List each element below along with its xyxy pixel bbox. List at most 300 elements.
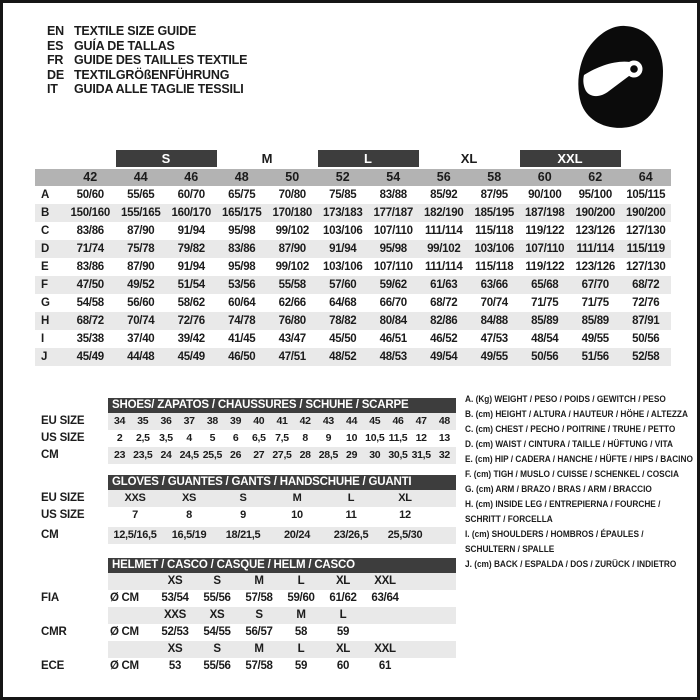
measurement-cell: 60/64 (228, 297, 256, 309)
gloves-row-eu (108, 490, 456, 507)
helmet-size-cell: XXL (374, 575, 396, 587)
measurement-cell: 123/126 (575, 225, 615, 237)
column-header-spacer (35, 169, 65, 186)
gloves-row-cm-cell: 16,5/19 (171, 529, 207, 541)
shoes-row-eu-cell: 34 (114, 415, 126, 427)
measurement-cell: 48/53 (379, 351, 407, 363)
measurement-cell: 75/78 (127, 243, 155, 255)
helmet-size-spacer (108, 573, 154, 590)
measurement-cell: 67/70 (581, 279, 609, 291)
helmet-size-cell: L (297, 575, 305, 587)
measurement-cell: 105/115 (626, 189, 666, 201)
measurement-row (35, 186, 671, 204)
helmet-value-cell: 52/53 (161, 626, 189, 638)
helmet-value-cell: 53/54 (161, 592, 189, 604)
legend-line: SCHULTERN / SPALLE (465, 544, 555, 554)
measurement-cell: 85/89 (531, 315, 559, 327)
racing-helmet-icon (573, 23, 665, 129)
measurement-row-label: H (41, 315, 50, 327)
size-column-header: 58 (487, 170, 502, 184)
measurement-cell: 115/118 (475, 261, 514, 273)
shoes-eu-size-label: EU SIZE (41, 415, 85, 427)
textile-size-bands (65, 150, 671, 167)
shoes-row-us-cell: 12 (415, 432, 427, 444)
measurement-cell: 65/68 (531, 279, 559, 291)
legend-line: C. (cm) CHEST / PECHO / POITRINE / TRUHE / PETTO (465, 424, 676, 434)
measurement-cell: 68/72 (632, 279, 660, 291)
helmet-value-cell: 55/56 (203, 592, 231, 604)
measurement-row-label: E (41, 261, 49, 273)
shoes-row-us-cell: 10 (346, 432, 358, 444)
measurement-cell: 160/170 (171, 207, 211, 219)
measurement-cell: 71/75 (531, 297, 559, 309)
measurement-cell: 111/114 (424, 225, 463, 237)
textile-table-body (35, 186, 671, 366)
gloves-row-us (108, 507, 456, 524)
language-row (47, 53, 247, 68)
helmet-size-cell: M (254, 575, 264, 587)
gloves-row-us-cell: 12 (399, 509, 411, 521)
measurement-cell: 80/84 (379, 315, 407, 327)
measurement-cell: 95/98 (228, 225, 256, 237)
measurement-cell: 52/58 (632, 351, 660, 363)
helmet-size-cell: L (297, 643, 305, 655)
language-code: IT (47, 82, 58, 96)
measurement-cell: 56/60 (127, 297, 155, 309)
measurement-cell: 190/200 (626, 207, 666, 219)
helmet-size-cell: XL (335, 643, 351, 655)
gloves-table (108, 475, 456, 544)
helmet-value-cell: 59 (294, 660, 308, 672)
size-band-m: M (261, 151, 273, 166)
measurement-cell: 123/126 (575, 261, 615, 273)
shoes-cm-label: CM (41, 449, 59, 461)
helmet-table (108, 558, 456, 675)
measurement-cell: 185/195 (474, 207, 514, 219)
gloves-row-us-cell: 11 (345, 509, 357, 521)
measurement-cell: 182/190 (424, 207, 464, 219)
shoes-row-eu-cell: 41 (276, 415, 288, 427)
measurement-row-label: J (41, 351, 48, 363)
shoes-row-eu-cell: 42 (299, 415, 311, 427)
size-column-header: 62 (588, 170, 603, 184)
measurement-row (35, 276, 671, 294)
helmet-size-cell: XS (167, 575, 183, 587)
legend-line: A. (Kg) WEIGHT / PESO / POIDS / GEWITCH / PESO (465, 394, 666, 404)
gloves-cm-label: CM (41, 529, 59, 541)
shoes-row-eu-cell: 43 (322, 415, 334, 427)
measurement-cell: 54/58 (76, 297, 104, 309)
helmet-values-fia (108, 590, 456, 607)
language-label: TEXTILGRÖßENFÜHRUNG (74, 67, 230, 82)
measurement-cell: 72/76 (177, 315, 205, 327)
gloves-us-size-label: US SIZE (41, 509, 85, 521)
measurement-cell: 46/51 (379, 333, 407, 345)
shoes-row-us-cell: 6 (232, 432, 239, 444)
shoes-row-cm-cell: 28 (299, 449, 311, 461)
measurement-row (35, 258, 671, 276)
measurement-cell: 70/74 (127, 315, 155, 327)
legend-line: H. (cm) INSIDE LEG / ENTREPIERNA / FOURCHE / (465, 499, 661, 509)
measurement-cell: 49/54 (430, 351, 458, 363)
helmet-size-cell: L (339, 609, 347, 621)
shoes-row-cm-cell: 30 (369, 449, 381, 461)
helmet-standard-cmr-label: CMR (41, 626, 67, 638)
shoes-row-us-cell: 9 (325, 432, 332, 444)
shoes-row-cm-cell: 28,5 (318, 449, 339, 461)
measurement-row (35, 330, 671, 348)
measurement-cell: 45/49 (177, 351, 205, 363)
language-code: ES (47, 38, 64, 53)
shoes-row-cm-cell: 29 (346, 449, 358, 461)
measurement-cell: 60/70 (177, 189, 205, 201)
measurement-cell: 87/90 (127, 225, 155, 237)
measurement-cell: 87/91 (632, 315, 660, 327)
shoes-row-us-cell: 10,5 (365, 432, 385, 444)
size-column-header: 48 (234, 170, 249, 184)
shoes-row-cm-cell: 27,5 (272, 449, 292, 461)
language-row (47, 68, 247, 83)
gloves-table-title: GLOVES / GUANTES / GANTS / HANDSCHUHE / GUANTI (108, 475, 456, 490)
measurement-cell: 47/53 (480, 333, 508, 345)
gloves-row-us-cell: 10 (291, 509, 303, 521)
textile-size-columns (35, 169, 671, 186)
measurement-cell: 107/110 (373, 261, 413, 273)
gloves-row-eu-cell: M (292, 492, 302, 504)
helmet-values-ece (108, 658, 456, 675)
measurement-row (35, 204, 671, 222)
language-code: FR (47, 53, 64, 67)
measurement-cell: 84/88 (480, 315, 508, 327)
language-label: TEXTILE SIZE GUIDE (74, 24, 197, 38)
measurement-cell: 83/88 (379, 189, 407, 201)
measurement-cell: 99/102 (275, 261, 309, 273)
measurement-row (35, 294, 671, 312)
measurement-cell: 61/63 (430, 279, 458, 291)
measurement-cell: 47/50 (76, 279, 104, 291)
shoes-row-cm (108, 447, 456, 464)
language-code: EN (47, 24, 64, 38)
helmet-size-cell: S (213, 643, 221, 655)
helmet-value-cell: 58 (294, 626, 308, 638)
shoes-row-cm-cell: 27 (253, 449, 265, 461)
helmet-value-cell (364, 624, 406, 641)
measurement-row (35, 348, 671, 366)
measurement-row-label: B (41, 207, 50, 219)
measurement-cell: 51/56 (581, 351, 609, 363)
measurement-cell: 87/90 (127, 261, 155, 273)
measurement-cell: 49/52 (127, 279, 155, 291)
measurement-cell: 165/175 (222, 207, 262, 219)
size-band-s: S (116, 150, 217, 167)
measurement-cell: 103/106 (323, 225, 363, 237)
measurement-row-label: G (41, 297, 50, 309)
measurement-cell: 51/54 (177, 279, 205, 291)
size-band-l: L (318, 150, 419, 167)
measurement-cell: 85/92 (430, 189, 458, 201)
helmet-value-cell: 59/60 (287, 592, 315, 604)
measurement-cell: 115/119 (626, 243, 665, 255)
measurement-cell: 173/183 (323, 207, 363, 219)
shoes-row-us-cell: 2,5 (135, 432, 150, 444)
measurement-cell: 83/86 (76, 225, 104, 237)
helmet-standard-fia-label: FIA (41, 592, 59, 604)
measurement-cell: 55/65 (127, 189, 155, 201)
gloves-row-cm-cell: 23/26,5 (333, 529, 369, 541)
helmet-value-cell: 54/55 (203, 626, 231, 638)
helmet-size-cell: XS (209, 609, 225, 621)
measurement-cell: 45/49 (76, 351, 104, 363)
language-row (47, 24, 247, 39)
measurement-cell: 49/55 (480, 351, 508, 363)
measurement-cell: 91/94 (177, 261, 205, 273)
measurement-cell: 99/102 (275, 225, 309, 237)
shoes-row-us-cell: 2 (116, 432, 123, 444)
measurement-row-label: C (41, 225, 50, 237)
shoes-row-eu-cell: 44 (346, 415, 358, 427)
gloves-row-eu-cell: XL (398, 492, 412, 504)
measurement-cell: 107/110 (373, 225, 413, 237)
shoes-row-us-cell: 5 (209, 432, 216, 444)
legend-line: F. (cm) TIGH / MUSLO / CUISSE / SCHENKEL / COSCIA (465, 469, 679, 479)
helmet-sizes-fia (108, 573, 456, 590)
helmet-value-cell: 60 (336, 660, 350, 672)
measurement-cell: 91/94 (177, 225, 205, 237)
measurement-row-label: A (41, 189, 50, 201)
measurement-cell: 68/72 (76, 315, 104, 327)
measurement-cell: 47/51 (278, 351, 306, 363)
measurement-cell: 37/40 (127, 333, 155, 345)
size-column-header: 44 (133, 170, 148, 184)
legend-line: G. (cm) ARM / BRAZO / BRAS / ARM / BRACCIO (465, 484, 652, 494)
size-band-spacer (621, 150, 672, 167)
measurement-cell: 58/62 (177, 297, 205, 309)
measurement-cell: 82/86 (430, 315, 458, 327)
shoes-row-us-cell: 8 (302, 432, 308, 444)
size-column-header: 50 (285, 170, 300, 184)
shoes-row-cm-cell: 24 (160, 449, 172, 461)
shoes-row-us-cell: 4 (186, 432, 192, 444)
helmet-value-cell: 59 (336, 626, 350, 638)
helmet-unit-label: Ø CM (110, 626, 139, 638)
measurement-row-label: D (41, 243, 50, 255)
measurement-cell: 49/55 (581, 333, 609, 345)
helmet-table-title: HELMET / CASCO / CASQUE / HELM / CASCO (108, 558, 456, 573)
measurement-cell: 41/45 (228, 333, 256, 345)
helmet-value-cell: 56/57 (245, 626, 273, 638)
measurement-cell: 71/74 (76, 243, 104, 255)
measurement-cell: 45/50 (329, 333, 357, 345)
size-column-header: 54 (386, 170, 401, 184)
measurement-cell: 95/100 (578, 189, 612, 201)
gloves-row-cm-cell: 12,5/16,5 (113, 529, 157, 541)
language-title-list (47, 24, 247, 97)
measurement-cell: 66/70 (379, 297, 407, 309)
measurement-cell: 64/68 (329, 297, 357, 309)
shoes-row-us-cell: 3,5 (159, 432, 173, 444)
size-band-xxl: XXL (520, 150, 621, 167)
shoes-us-size-label: US SIZE (41, 432, 85, 444)
measurement-row (35, 240, 671, 258)
helmet-unit-label: Ø CM (110, 660, 139, 672)
measurement-cell: 127/130 (626, 225, 666, 237)
measurement-cell: 90/100 (528, 189, 562, 201)
shoes-table (108, 398, 456, 464)
size-column-header: 64 (638, 170, 653, 184)
helmet-size-cell: M (296, 609, 306, 621)
measurement-cell: 76/80 (278, 315, 306, 327)
measurement-cell: 71/75 (581, 297, 609, 309)
shoes-row-us-cell: 7,5 (275, 432, 289, 444)
legend-line: SCHRITT / FORCELLA (465, 514, 553, 524)
shoes-row-us-cell: 6,5 (251, 432, 266, 444)
shoes-row-eu-cell: 37 (183, 415, 195, 427)
helmet-size-cell: XXS (163, 609, 187, 621)
gloves-row-us-cell: 8 (186, 509, 192, 521)
helmet-standard-ece-label: ECE (41, 660, 65, 672)
shoes-row-eu-cell: 48 (438, 415, 450, 427)
measurement-cell: 170/180 (272, 207, 312, 219)
measurement-cell: 35/38 (76, 333, 104, 345)
shoes-row-cm-cell: 23 (114, 449, 126, 461)
gloves-row-eu-cell: L (347, 492, 355, 504)
helmet-value-cell: 55/56 (203, 660, 231, 672)
measurement-cell: 43/47 (278, 333, 306, 345)
shoes-row-us (108, 430, 456, 447)
language-label: GUÍA DE TALLAS (74, 38, 175, 53)
measurement-cell: 83/86 (76, 261, 104, 273)
helmet-size-cell: XXL (374, 643, 396, 655)
shoes-row-cm-cell: 26 (230, 449, 242, 461)
helmet-size-cell: S (255, 609, 263, 621)
gloves-row-cm (108, 527, 456, 544)
measurement-row (35, 222, 671, 240)
measurement-cell: 48/52 (329, 351, 357, 363)
measurement-cell: 57/60 (329, 279, 357, 291)
shoes-row-eu-cell: 46 (392, 415, 404, 427)
measurement-cell: 83/86 (228, 243, 256, 255)
measurement-cell: 115/118 (475, 225, 514, 237)
shoes-row-eu-cell: 35 (137, 415, 149, 427)
helmet-size-spacer (108, 641, 154, 658)
measurement-cell: 46/52 (430, 333, 458, 345)
shoes-row-cm-cell: 25,5 (202, 449, 223, 461)
measurement-cell: 55/58 (278, 279, 306, 291)
measurement-row (35, 312, 671, 330)
measurement-cell: 127/130 (626, 261, 666, 273)
helmet-size-cell: XS (167, 643, 183, 655)
language-code: DE (47, 67, 64, 82)
gloves-row-eu-cell: S (239, 492, 247, 504)
language-label: GUIDE DES TAILLES TEXTILE (74, 53, 248, 67)
measurement-cell: 53/56 (228, 279, 256, 291)
measurement-cell: 44/48 (127, 351, 155, 363)
helmet-sizes-cmr (108, 607, 456, 624)
shoes-row-eu-cell: 45 (369, 415, 381, 427)
shoes-row-cm-cell: 32 (438, 449, 450, 461)
measurement-cell: 74/78 (228, 315, 256, 327)
legend-line: J. (cm) BACK / ESPALDA / DOS / ZURÜCK / INDIETRO (465, 559, 677, 569)
measurement-cell: 87/90 (278, 243, 306, 255)
measurement-cell: 68/72 (430, 297, 458, 309)
size-column-header: 60 (537, 170, 552, 184)
measurement-row-label: F (41, 279, 49, 291)
gloves-row-us-cell: 9 (240, 509, 246, 521)
shoes-row-eu-cell: 39 (230, 415, 242, 427)
size-band-spacer (65, 150, 116, 167)
measurement-cell: 63/66 (480, 279, 508, 291)
shoes-row-cm-cell: 30,5 (388, 449, 408, 461)
measurement-cell: 111/114 (424, 261, 463, 273)
helmet-size-cell: XL (335, 575, 351, 587)
measurement-legend (465, 392, 700, 572)
measurement-cell: 72/76 (632, 297, 660, 309)
language-label: GUIDA ALLE TAGLIE TESSILI (74, 82, 244, 96)
measurement-cell: 87/95 (480, 189, 508, 201)
measurement-cell: 85/89 (581, 315, 609, 327)
gloves-row-us-cell: 7 (132, 509, 138, 521)
measurement-cell: 50/56 (531, 351, 559, 363)
shoes-row-eu-cell: 40 (253, 415, 265, 427)
gloves-eu-size-label: EU SIZE (41, 492, 85, 504)
measurement-cell: 70/74 (480, 297, 508, 309)
helmet-value-cell: 63/64 (371, 592, 399, 604)
measurement-cell: 95/98 (379, 243, 407, 255)
helmet-size-cell: S (213, 575, 221, 587)
shoes-row-eu (108, 413, 456, 430)
measurement-cell: 91/94 (329, 243, 357, 255)
measurement-cell: 62/66 (278, 297, 306, 309)
shoes-row-cm-cell: 31,5 (411, 449, 431, 461)
size-column-header: 46 (184, 170, 199, 184)
measurement-cell: 39/42 (177, 333, 205, 345)
measurement-cell: 50/56 (632, 333, 660, 345)
measurement-cell: 50/60 (76, 189, 104, 201)
helmet-size-cell: M (254, 643, 264, 655)
gloves-row-cm-cell: 18/21,5 (225, 529, 261, 541)
legend-line: I. (cm) SHOULDERS / HOMBROS / ÉPAULES / (465, 529, 644, 539)
measurement-cell: 75/85 (329, 189, 357, 201)
measurement-cell: 65/75 (228, 189, 256, 201)
measurement-cell: 103/106 (474, 243, 514, 255)
helmet-size-cell (364, 607, 406, 624)
helmet-value-cell: 57/58 (245, 592, 273, 604)
shoes-row-cm-cell: 23,5 (133, 449, 153, 461)
gloves-row-eu-cell: XS (181, 492, 197, 504)
helmet-value-cell: 53 (168, 660, 182, 672)
size-column-header: 56 (436, 170, 451, 184)
measurement-cell: 99/102 (427, 243, 461, 255)
helmet-value-cell: 57/58 (245, 660, 273, 672)
measurement-cell: 150/160 (70, 207, 110, 219)
gloves-row-cm-cell: 20/24 (283, 529, 311, 541)
measurement-cell: 111/114 (576, 243, 615, 255)
measurement-cell: 107/110 (525, 243, 565, 255)
shoes-table-title: SHOES/ ZAPATOS / CHAUSSURES / SCHUHE / SCARPE (108, 398, 456, 413)
measurement-cell: 95/98 (228, 261, 256, 273)
measurement-cell: 78/82 (329, 315, 357, 327)
measurement-cell: 79/82 (177, 243, 205, 255)
legend-line: D. (cm) WAIST / CINTURA / TAILLE / HÜFTUNG / VITA (465, 439, 673, 449)
legend-line: B. (cm) HEIGHT / ALTURA / HAUTEUR / HÖHE / ALTEZZA (465, 409, 688, 419)
measurement-cell: 187/198 (525, 207, 565, 219)
gloves-row-cm-cell: 25,5/30 (387, 529, 423, 541)
measurement-cell: 46/50 (228, 351, 256, 363)
measurement-cell: 103/106 (323, 261, 363, 273)
shoes-row-eu-cell: 47 (415, 415, 427, 427)
measurement-cell: 48/54 (531, 333, 559, 345)
measurement-row-label: I (41, 333, 45, 345)
